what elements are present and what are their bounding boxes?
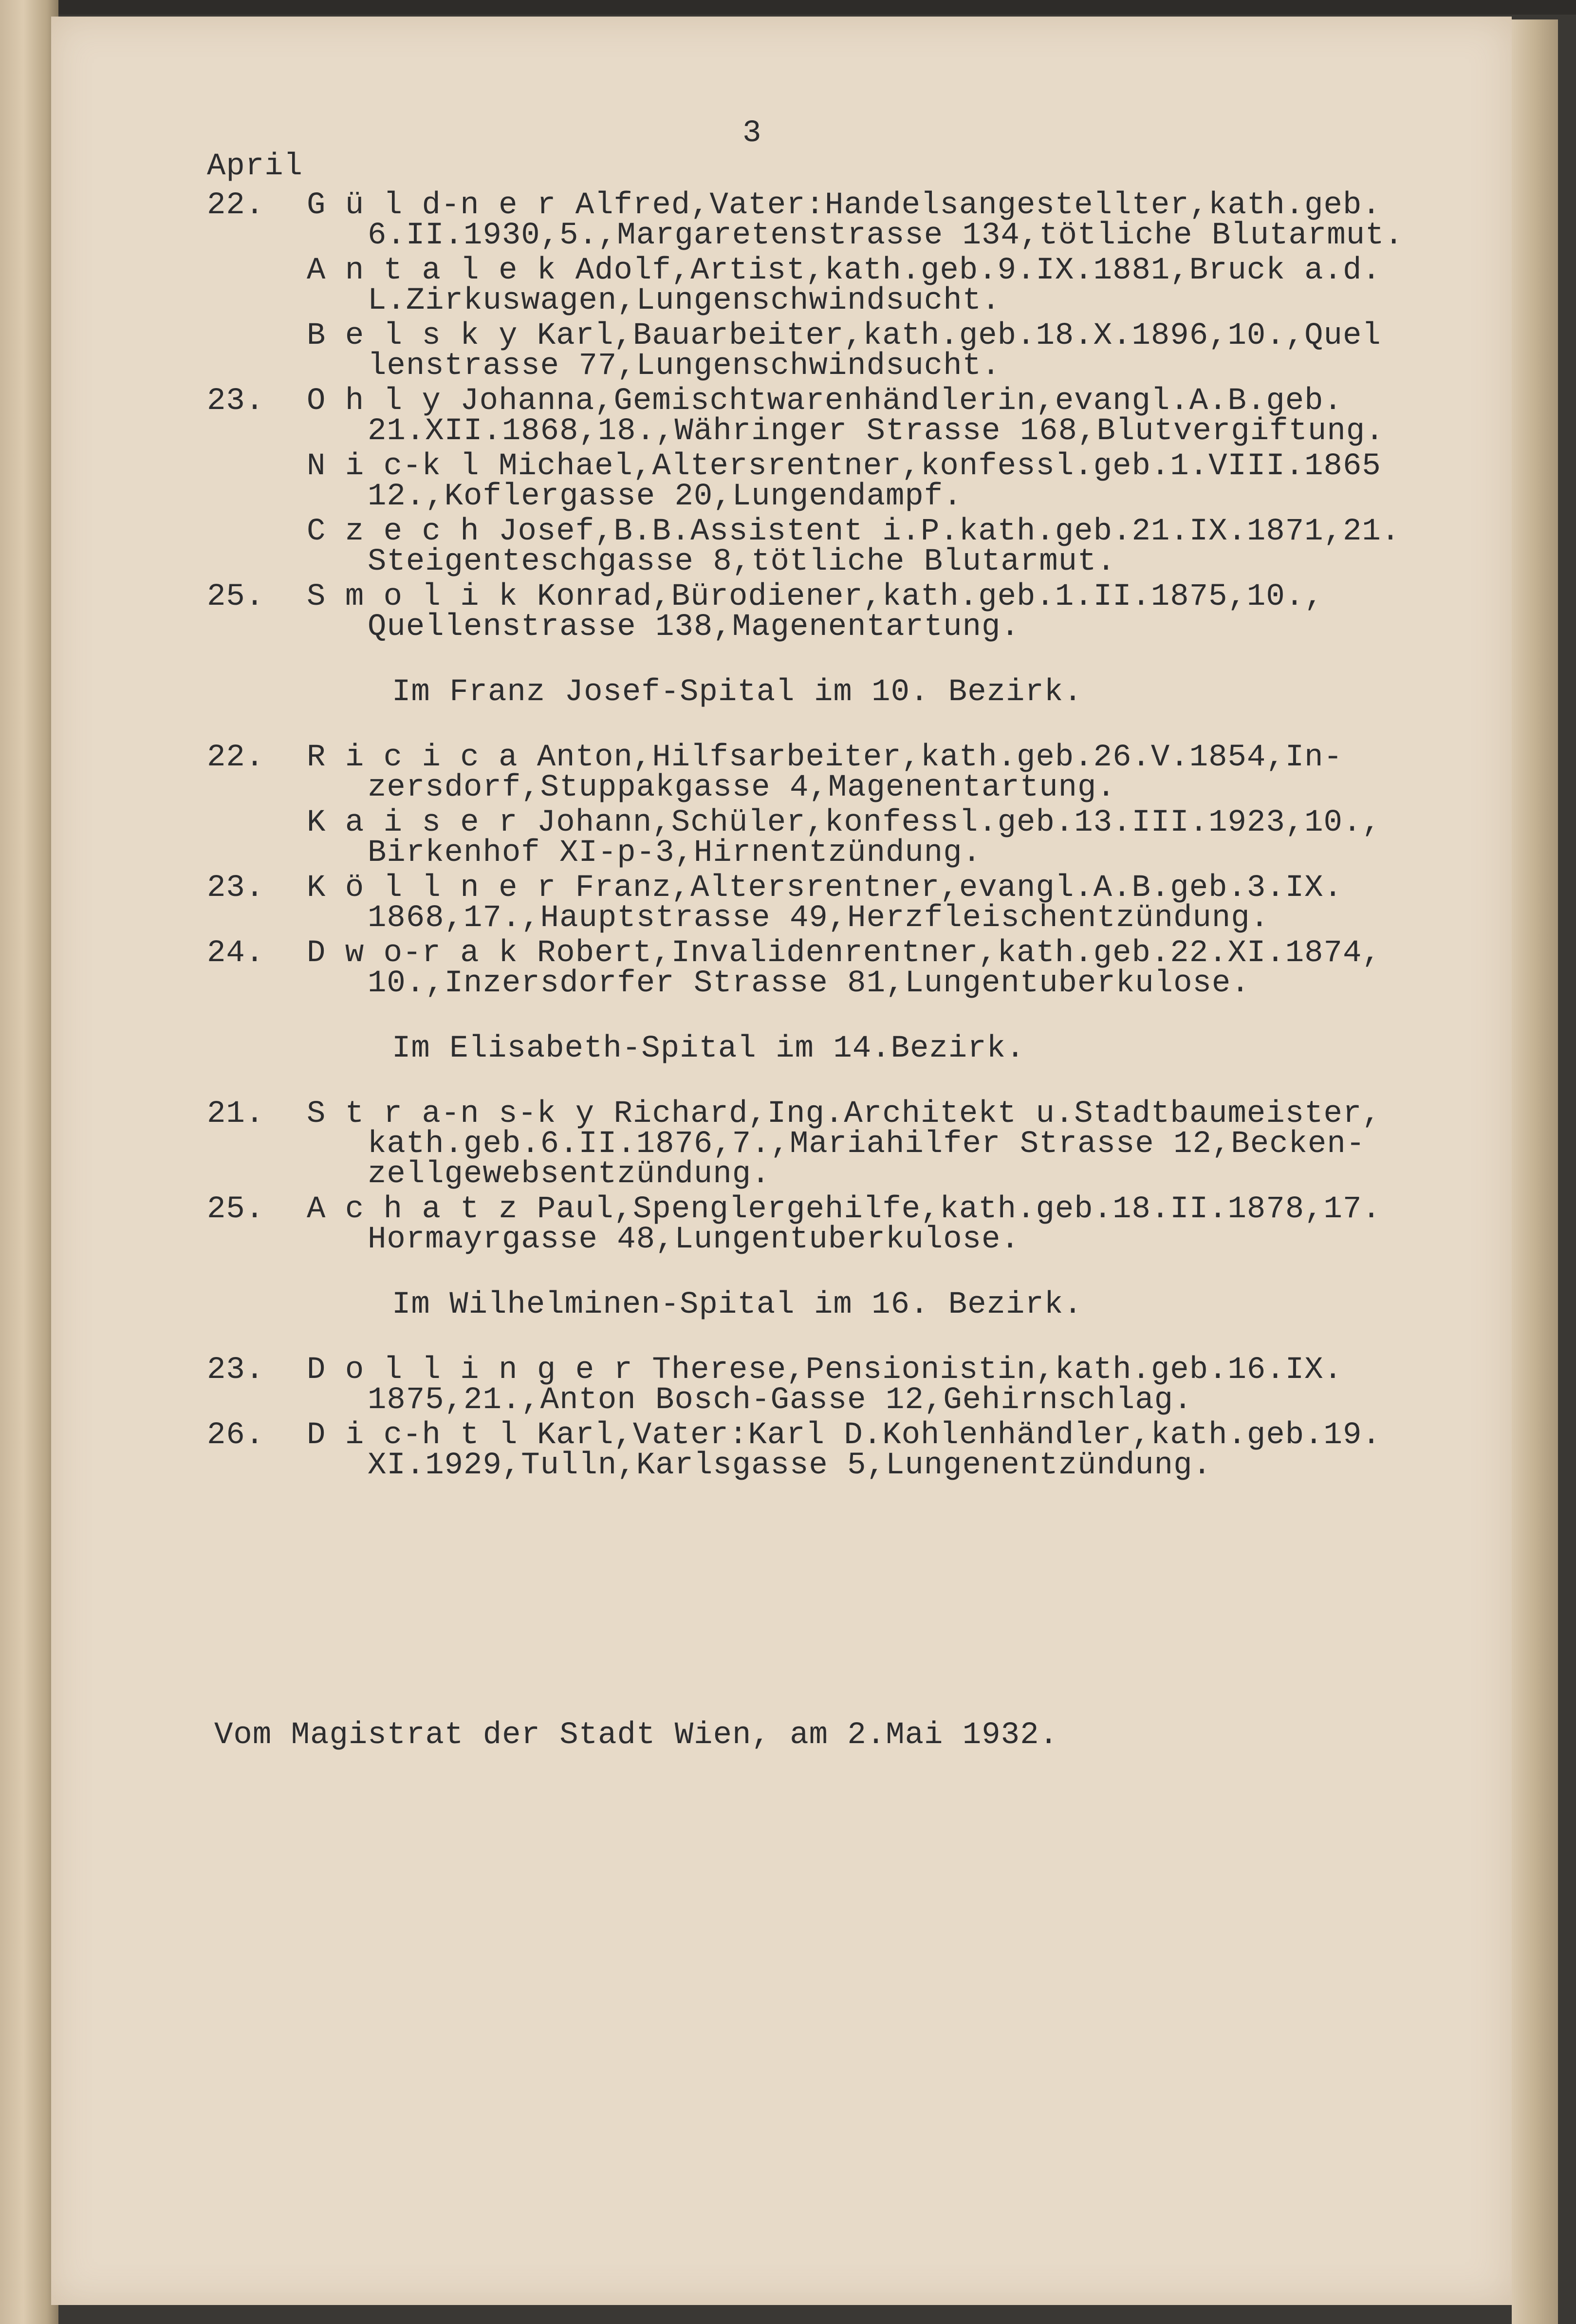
entry-day: 23. (207, 871, 265, 906)
entry-line: A c h a t z Paul,Spenglergehilfe,kath.geb.18.II.1878,17. (307, 1192, 1381, 1227)
entry-line: K a i s e r Johann,Schüler,konfessl.geb.13.III.1923,10., (307, 805, 1381, 840)
page-stack-edge (1512, 19, 1558, 2324)
entry-day: 24. (207, 936, 265, 971)
entry-line: Birkenhof XI-p-3,Hirnentzündung. (368, 836, 982, 871)
entry-line: kath.geb.6.II.1876,7.,Mariahilfer Strasse 12,Becken- (368, 1127, 1366, 1162)
entry-line: O h l y Johanna,Gemischtwarenhändlerin,evangl.A.B.geb. (307, 384, 1343, 419)
entry-line: N i c-k l Michael,Altersrentner,konfessl.geb.1.VIII.1865 (307, 449, 1381, 484)
entry-line: 12.,Koflergasse 20,Lungendampf. (368, 479, 963, 514)
page-number: 3 (742, 116, 762, 151)
entry-line: D i c-h t l Karl,Vater:Karl D.Kohlenhändler,kath.geb.19. (307, 1418, 1381, 1453)
entry-line: R i c i c a Anton,Hilfsarbeiter,kath.geb.26.V.1854,In- (307, 740, 1343, 775)
entry-line: A n t a l e k Adolf,Artist,kath.geb.9.IX.1881,Bruck a.d. (307, 253, 1381, 288)
entry-line: Quellenstrasse 138,Magenentartung. (368, 610, 1020, 645)
entry-day: 25. (207, 1192, 265, 1227)
entry-line: D o l l i n g e r Therese,Pensionistin,kath.geb.16.IX. (307, 1353, 1343, 1388)
month-label: April (207, 149, 303, 184)
entry-line: 1868,17.,Hauptstrasse 49,Herzfleischentzündung. (368, 901, 1270, 936)
entry-day: 21. (207, 1097, 265, 1132)
page-binding-edge (0, 0, 58, 2324)
entry-line: 6.II.1930,5.,Margaretenstrasse 134,tötliche Blutarmut. (368, 218, 1404, 253)
entry-line: B e l s k y Karl,Bauarbeiter,kath.geb.18.X.1896,10.,Quel (307, 318, 1381, 353)
entry-line: S m o l i k Konrad,Bürodiener,kath.geb.1.II.1875,10., (307, 579, 1324, 614)
entry-line: 1875,21.,Anton Bosch-Gasse 12,Gehirnschlag. (368, 1383, 1193, 1418)
entry-line: 21.XII.1868,18.,Währinger Strasse 168,Blutvergiftung. (368, 414, 1385, 449)
entry-line: L.Zirkuswagen,Lungenschwindsucht. (368, 283, 1001, 318)
entry-day: 22. (207, 188, 265, 223)
entry-line: C z e c h Josef,B.B.Assistent i.P.kath.geb.21.IX.1871,21. (307, 514, 1401, 549)
entry-line: Steigenteschgasse 8,tötliche Blutarmut. (368, 544, 1116, 579)
footer-signature-line: Vom Magistrat der Stadt Wien, am 2.Mai 1932. (214, 1718, 1058, 1753)
section-heading: Im Wilhelminen-Spital im 16. Bezirk. (392, 1287, 1083, 1322)
entry-line: XI.1929,Tulln,Karlsgasse 5,Lungenentzündung. (368, 1448, 1212, 1483)
entry-line: D w o-r a k Robert,Invalidenrentner,kath.geb.22.XI.1874, (307, 936, 1381, 971)
scan-top-border (0, 0, 1576, 15)
entry-line: lenstrasse 77,Lungenschwindsucht. (368, 349, 1001, 384)
section-heading: Im Elisabeth-Spital im 14.Bezirk. (392, 1031, 1025, 1066)
entry-line: Hormayrgasse 48,Lungentuberkulose. (368, 1222, 1020, 1257)
entry-line: G ü l d-n e r Alfred,Vater:Handelsangestellter,kath.geb. (307, 188, 1381, 223)
document-page (51, 17, 1512, 2305)
entry-line: S t r a-n s-k y Richard,Ing.Architekt u.Stadtbaumeister, (307, 1097, 1381, 1132)
entry-line: 10.,Inzersdorfer Strasse 81,Lungentuberkulose. (368, 966, 1250, 1001)
entry-line: zellgewebsentzündung. (368, 1157, 771, 1192)
section-heading: Im Franz Josef-Spital im 10. Bezirk. (392, 675, 1083, 710)
entry-day: 23. (207, 1353, 265, 1388)
entry-line: K ö l l n e r Franz,Altersrentner,evangl.A.B.geb.3.IX. (307, 871, 1343, 906)
entry-day: 26. (207, 1418, 265, 1453)
entry-day: 23. (207, 384, 265, 419)
entry-line: zersdorf,Stuppakgasse 4,Magenentartung. (368, 770, 1116, 805)
entry-day: 22. (207, 740, 265, 775)
entry-day: 25. (207, 579, 265, 614)
